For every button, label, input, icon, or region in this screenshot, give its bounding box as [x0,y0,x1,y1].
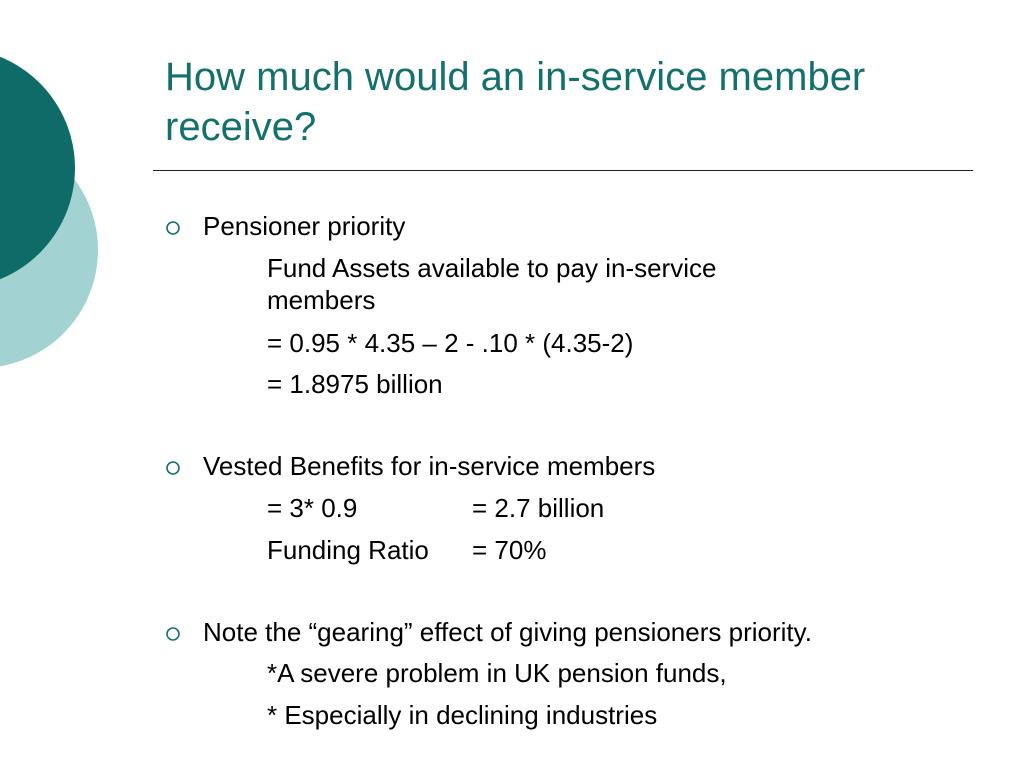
bullet-2-calc-right: = 2.7 billion [472,493,605,523]
bullet-2-funding-label: Funding Ratio [267,535,429,565]
bullet-3-line-2: * Especially in declining industries [267,700,658,730]
bullet-1-line-3: = 0.95 * 4.35 – 2 - .10 * (4.35-2) [267,328,634,358]
decorative-circles [0,0,110,420]
title-divider [153,170,973,171]
bullet-3-heading: Note the “gearing” effect of giving pensioners priority. [203,617,812,647]
bullet-1-line-2: members [267,285,376,315]
bullet-2-funding-value: = 70% [472,535,547,565]
slide-title [165,52,985,152]
bullet-3-line-1: *A severe problem in UK pension funds, [267,658,727,688]
bullet-hollow-circle-icon [165,460,181,476]
bullet-2-calc-left: = 3* 0.9 [267,493,358,523]
bullet-1-line-1: Fund Assets available to pay in-service [267,253,717,283]
title-line-2: receive? [165,105,317,149]
bullet-2-heading: Vested Benefits for in-service members [203,451,656,481]
bullet-1-heading: Pensioner priority [203,211,406,241]
bullet-1-line-4: = 1.8975 billion [267,369,443,399]
bullet-hollow-circle-icon [165,220,181,236]
bullet-hollow-circle-icon [165,626,181,642]
title-line-1: How much would an in-service member [165,55,866,99]
